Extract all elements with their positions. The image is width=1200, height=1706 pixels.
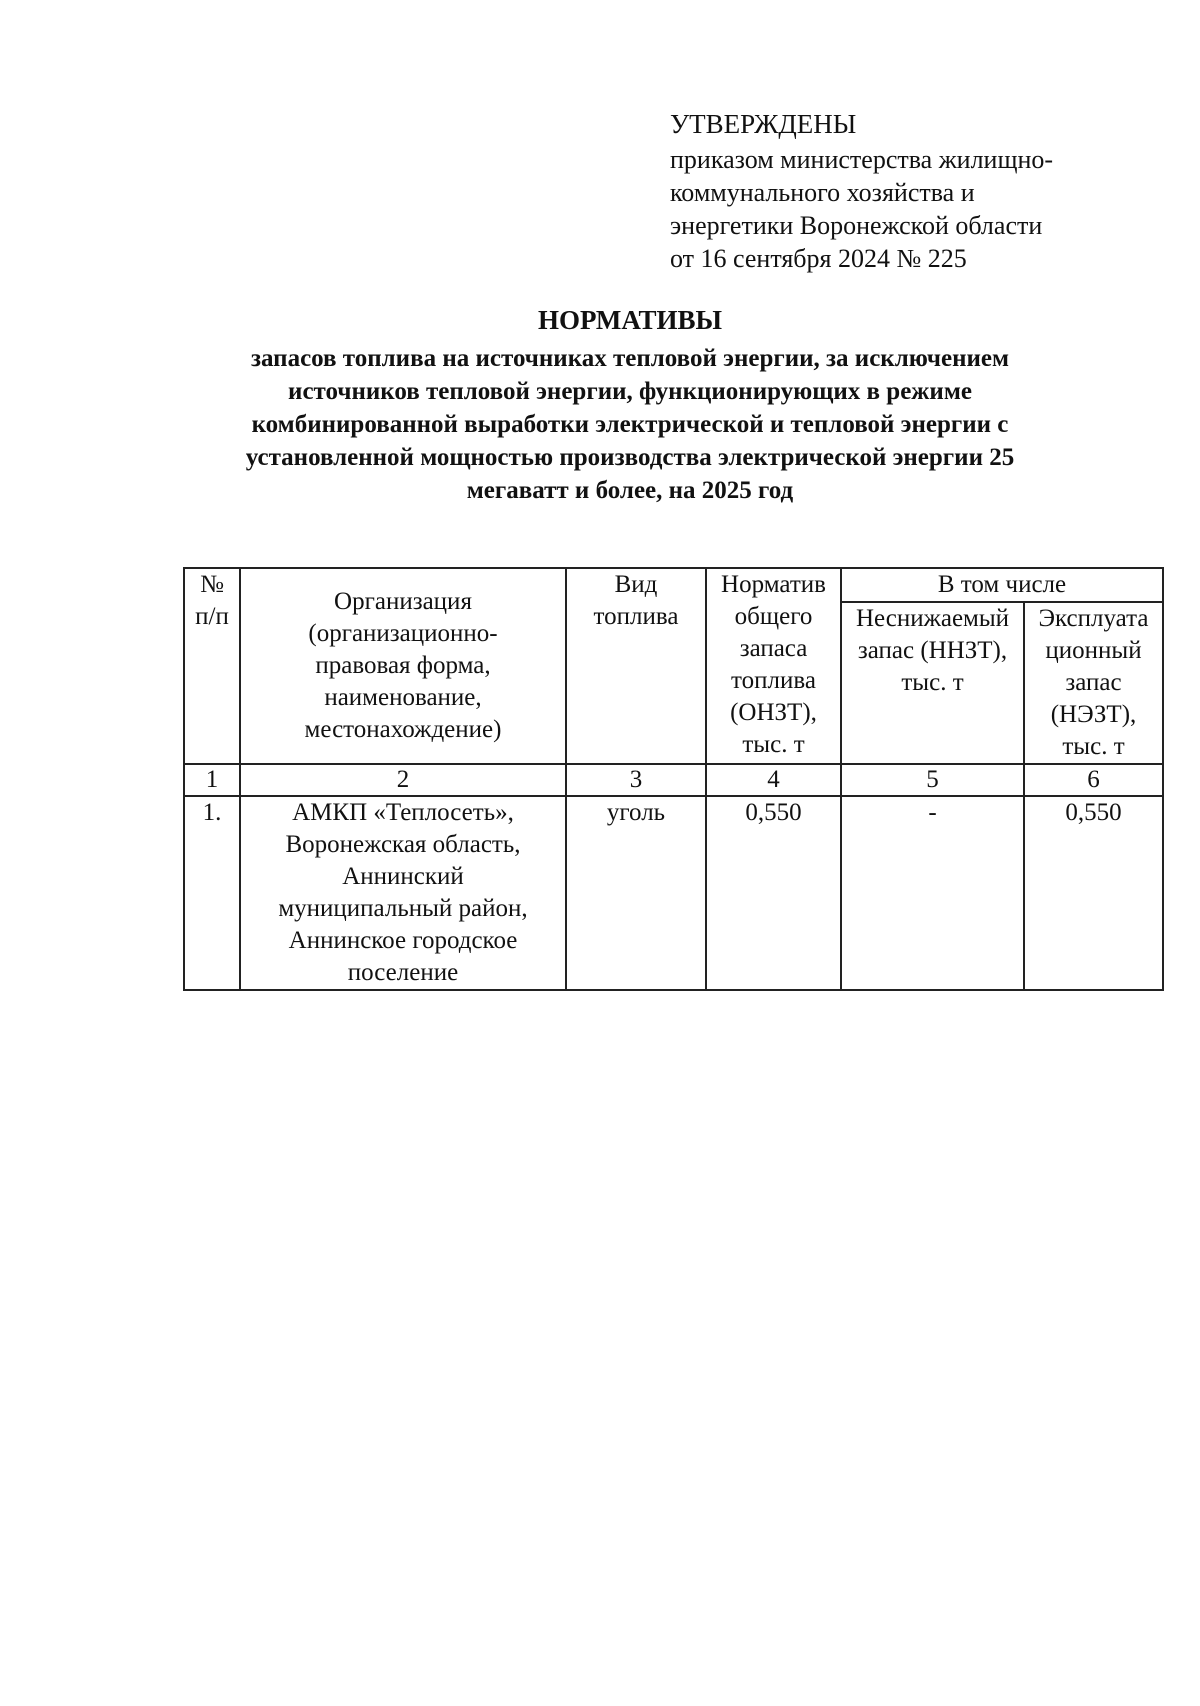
document-title-block: [150, 302, 1110, 507]
header-nnzt: Неснижаемый запас (ННЗТ), тыс. т: [841, 602, 1024, 764]
document-title: НОРМАТИВЫ: [537, 305, 723, 335]
fuel-norms-table: [183, 567, 1164, 991]
row-organization: АМКП «Теплосеть», Воронежская область, Аннинский муниципальный район, Аннинское городское поселение: [240, 796, 566, 990]
document-subtitle-line: запасов топлива на источниках тепловой энергии, за исключением: [250, 345, 1010, 372]
column-number: 3: [566, 764, 706, 796]
column-number: 4: [706, 764, 841, 796]
header-including-group: В том числе: [841, 568, 1163, 602]
header-organization: Организация (организационно- правовая форма, наименование, местонахождение): [240, 568, 566, 764]
row-fuel-type: уголь: [566, 796, 706, 990]
document-subtitle-line: источников тепловой энергии, функционирующих в режиме: [288, 378, 972, 405]
approval-block: [670, 108, 1140, 275]
approval-date-line: от 16 сентября 2024 № 225: [670, 244, 967, 273]
header-nezt: Эксплуата ционный запас (НЭЗТ), тыс. т: [1024, 602, 1163, 764]
column-number: 1: [184, 764, 240, 796]
approval-line: приказом министерства жилищно-: [670, 145, 1054, 174]
approval-heading: УТВЕРЖДЕНЫ: [670, 109, 857, 139]
header-number: № п/п: [184, 568, 240, 764]
column-number: 6: [1024, 764, 1163, 796]
column-number-row: [184, 764, 1163, 796]
document-subtitle-line: мегаватт и более, на 2025 год: [466, 477, 794, 504]
table-header-row: [184, 568, 1163, 602]
header-fuel-type: Вид топлива: [566, 568, 706, 764]
table-row: [184, 796, 1163, 990]
column-number: 5: [841, 764, 1024, 796]
document-subtitle-line: установленной мощностью производства электрической энергии 25: [245, 444, 1015, 471]
column-number: 2: [240, 764, 566, 796]
row-number: 1.: [184, 796, 240, 990]
row-nnzt: -: [841, 796, 1024, 990]
header-total-reserve: Норматив общего запаса топлива (ОНЗТ), тыс. т: [706, 568, 841, 764]
approval-line: коммунального хозяйства и: [670, 178, 975, 207]
row-nezt: 0,550: [1024, 796, 1163, 990]
document-subtitle-line: комбинированной выработки электрической и тепловой энергии с: [251, 411, 1009, 438]
row-total-reserve: 0,550: [706, 796, 841, 990]
approval-line: энергетики Воронежской области: [670, 211, 1043, 240]
